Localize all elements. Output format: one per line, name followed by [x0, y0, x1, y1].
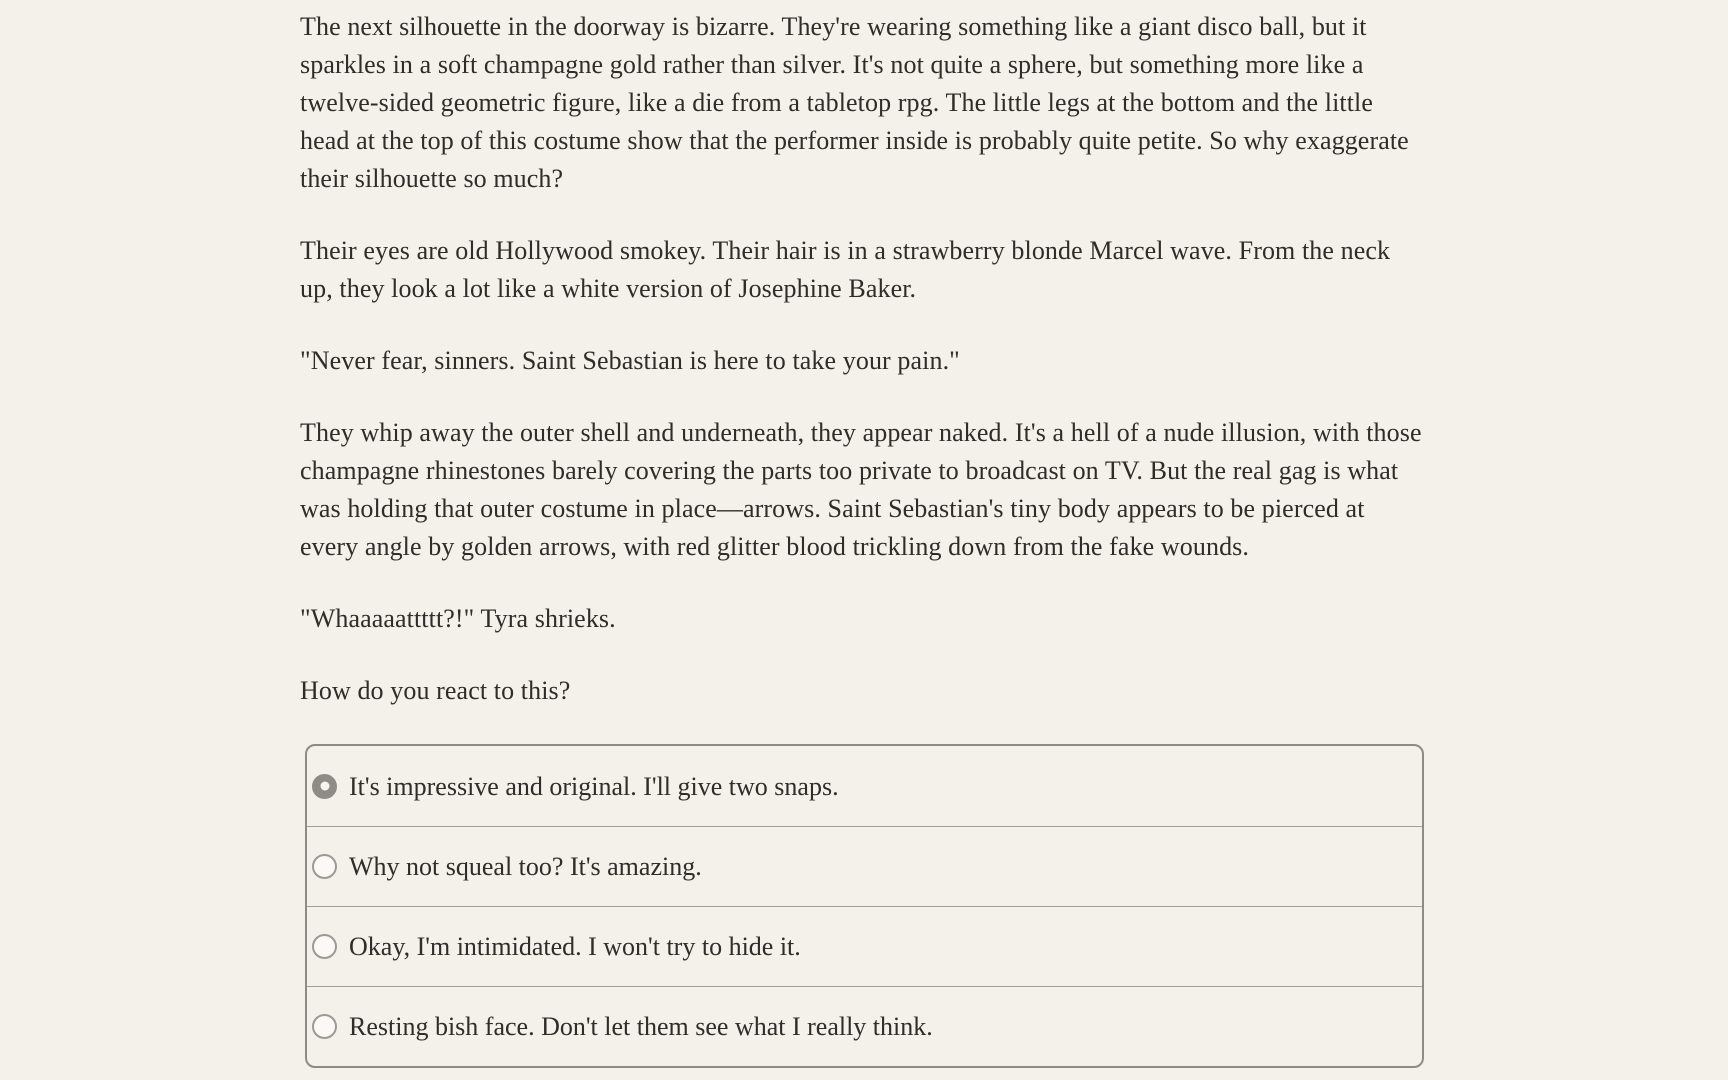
- choice-option[interactable]: [307, 906, 1422, 986]
- radio-button[interactable]: [312, 1014, 337, 1039]
- story-paragraph: They whip away the outer shell and underneath, they appear naked. It's a hell of a nude illusion, with those champagne rhinestones barely covering the parts too private to broadcast on TV. But the real gag is what was holding that outer costume in place—arrows. Saint Sebastian's tiny body appears to be pierced at every angle by golden arrows, with red glitter blood trickling down from the fake wounds.: [300, 418, 1422, 561]
- story-paragraph: The next silhouette in the doorway is bizarre. They're wearing something like a giant disco ball, but it sparkles in a soft champagne gold rather than silver. It's not quite a sphere, but something more like a twelve-sided geometric figure, like a die from a tabletop rpg. The little legs at the bottom and the little head at the top of this costume show that the performer inside is probably quite petite. So why exaggerate their silhouette so much?: [300, 12, 1409, 193]
- choices-box: [305, 744, 1424, 1068]
- radio-button[interactable]: [312, 774, 337, 799]
- radio-button[interactable]: [312, 934, 337, 959]
- story-column: [300, 8, 1424, 1068]
- choice-option[interactable]: [307, 986, 1422, 1066]
- choice-option[interactable]: [307, 746, 1422, 826]
- story-paragraph: Their eyes are old Hollywood smokey. Their hair is in a strawberry blonde Marcel wave. From the neck up, they look a lot like a white version of Josephine Baker.: [300, 236, 1391, 303]
- story-paragraph: "Never fear, sinners. Saint Sebastian is here to take your pain.": [300, 346, 960, 375]
- choice-label: Resting bish face. Don't let them see what I really think.: [349, 1012, 933, 1041]
- choice-option[interactable]: [307, 826, 1422, 906]
- story-text: [300, 8, 1424, 638]
- choice-prompt: How do you react to this?: [300, 676, 571, 705]
- story-paragraph: "Whaaaaattttt?!" Tyra shrieks.: [300, 604, 616, 633]
- choice-label: Okay, I'm intimidated. I won't try to hide it.: [349, 932, 801, 961]
- radio-button[interactable]: [312, 854, 337, 879]
- choice-label: It's impressive and original. I'll give two snaps.: [349, 771, 839, 801]
- choice-label: Why not squeal too? It's amazing.: [349, 852, 702, 881]
